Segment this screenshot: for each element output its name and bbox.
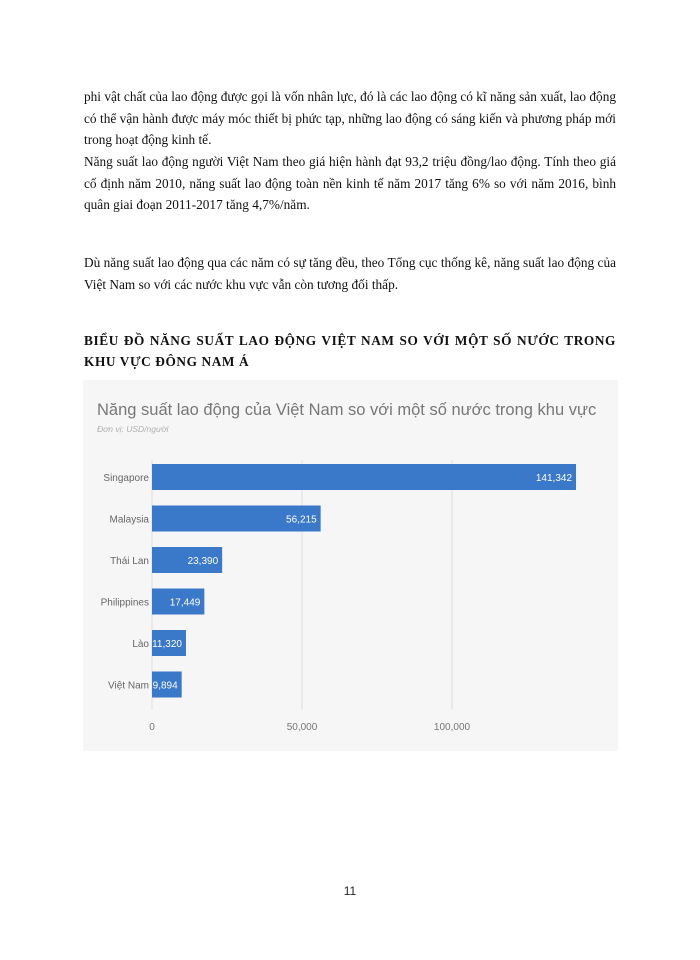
value-label: 17,449 — [169, 597, 201, 609]
category-label: Việt Nam — [108, 680, 149, 692]
category-label: Malaysia — [109, 514, 149, 526]
section-heading: BIỂU ĐỒ NĂNG SUẤT LAO ĐỘNG VIỆT NAM SO VỚI MỘT SỐ NƯỚC TRONG KHU VỰC ĐÔNG NAM Á — [84, 333, 616, 369]
value-label: 11,320 — [152, 639, 182, 650]
category-label: Lào — [132, 639, 149, 650]
x-tick-label: 50,000 — [286, 722, 318, 733]
value-label: 56,215 — [286, 514, 317, 526]
paragraph-human-capital: phi vật chất của lao động được gọi là vốn nhân lực, đó là các lao động có kĩ năng sản xuất, lao động có thể vận hành được máy móc thiết bị phức tạp, những lao động có sáng kiến và phương pháp mới trong hoạt động kinh tế. — [84, 89, 616, 147]
category-label: Thái Lan — [110, 556, 149, 567]
x-tick-label: 0 — [149, 722, 155, 733]
bar — [152, 464, 576, 490]
paragraph-productivity-figures: Năng suất lao động người Việt Nam theo giá hiện hành đạt 93,2 triệu đồng/lao động. Tính theo giá cố định năm 2010, năng suất lao động toàn nền kinh tế năm 2017 tăng 6% so với năm 2016, bình quân giai đoạn 2011-2017 tăng 4,7%/năm. — [84, 154, 616, 212]
category-label: Philippines — [100, 597, 149, 609]
chart-title: Năng suất lao động của Việt Nam so với một số nước trong khu vực — [97, 401, 597, 419]
bar-chart — [83, 380, 618, 751]
value-label: 9,894 — [152, 680, 178, 692]
page-number: 11 — [343, 884, 357, 898]
value-label: 141,342 — [535, 473, 573, 484]
paragraph-productivity-comparison: Dù năng suất lao động qua các năm có sự tăng đều, theo Tổng cục thống kê, năng suất lao động của Việt Nam so với các nước khu vực vẫn còn tương đối thấp. — [84, 255, 616, 292]
x-tick-label: 100,000 — [433, 722, 471, 733]
category-label: Singapore — [103, 473, 149, 484]
value-label: 23,390 — [187, 556, 219, 567]
chart-subtitle: Đơn vị: USD/người — [97, 424, 169, 434]
chart-canvas — [83, 380, 618, 751]
